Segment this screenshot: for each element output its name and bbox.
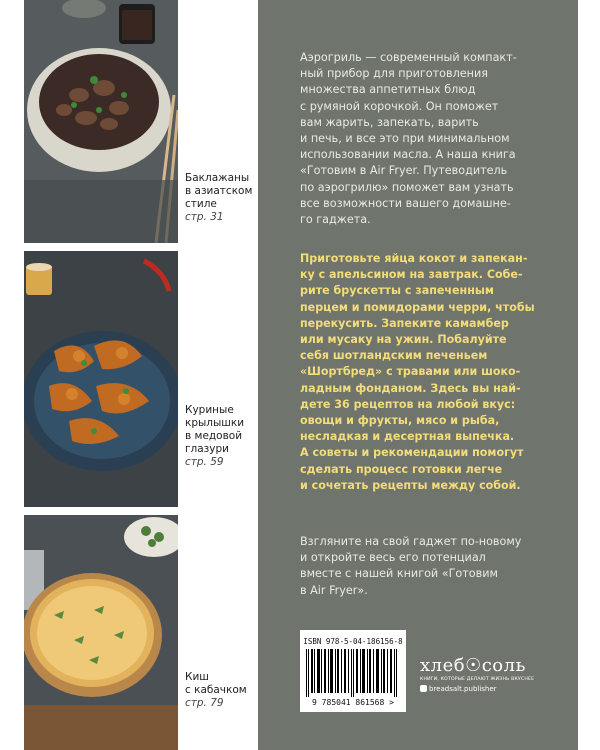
text-line: рите брускетты с запеченным xyxy=(300,284,494,298)
text-line: и откройте весь его потенциал xyxy=(300,551,486,565)
text-line: вместе с нашей книгой «Готовим xyxy=(300,567,498,581)
caption-quiche xyxy=(185,671,257,710)
photo-quiche xyxy=(24,515,178,750)
text-line: ный прибор для приготовления xyxy=(300,67,488,81)
text-line: сделать процесс готовки легче xyxy=(300,462,503,476)
caption-line: Баклажаны xyxy=(185,172,250,184)
text-line: Приготовьте яйца кокот и запекан- xyxy=(300,252,528,265)
highlight-paragraph xyxy=(300,251,556,494)
publisher-social-handle: breadsalt.publisher xyxy=(429,685,497,693)
text-line: ку с апельсином на завтрак. Собе- xyxy=(300,268,523,282)
text-line: или мусаку на ужин. Побалуйте xyxy=(300,333,507,347)
page-reference: стр. 79 xyxy=(185,697,224,709)
text-line: перцем и помидорами черри, чтобы xyxy=(300,300,535,314)
caption-line: Куриные xyxy=(185,404,234,416)
photo-chicken-wings xyxy=(24,251,178,507)
publisher-social xyxy=(420,685,530,693)
text-line: Взгляните на свой гаджет по-новому xyxy=(300,535,522,548)
text-line: «Шортбред» с травами или шоко- xyxy=(300,365,521,379)
publisher-tagline: КНИГИ, КОТОРЫЕ ДЕЛАЮТ ЖИЗНЬ ВКУСНЕЕ xyxy=(420,677,535,682)
publisher-logo xyxy=(420,655,535,693)
caption-line: крылышки xyxy=(185,417,245,429)
text-line: дете 36 рецептов на любой вкус: xyxy=(300,397,516,411)
text-line: овощи и фрукты, мясо и рыба, xyxy=(300,414,500,428)
text-line: А советы и рекомендации помогут xyxy=(300,446,524,460)
text-line: по аэрогрилю» поможет вам узнать xyxy=(300,180,514,194)
caption-line: в медовой xyxy=(185,430,243,442)
text-line: Аэрогриль — современный компакт- xyxy=(300,51,517,64)
text-line: с румяной корочкой. Он поможет xyxy=(300,99,499,113)
text-line: и сочетать рецепты между собой. xyxy=(300,478,521,492)
page-edge xyxy=(578,0,600,750)
caption-eggplant xyxy=(185,172,257,224)
photo-eggplant xyxy=(24,0,178,243)
page-reference: стр. 31 xyxy=(185,211,224,223)
caption-line: с кабачком xyxy=(185,684,247,696)
text-line: вам жарить, запекать, варить xyxy=(300,115,479,129)
text-line: ладным фонданом. Здесь вы най- xyxy=(300,381,521,395)
publisher-name: хлеб☉соль xyxy=(420,655,526,676)
barcode-digits: 9 785041 861568 > xyxy=(312,698,394,707)
caption-chicken-wings xyxy=(185,404,257,469)
caption-line: Киш xyxy=(185,671,209,683)
text-line: все возможности вашего домашне- xyxy=(300,196,511,210)
text-line: перекусить. Запеките камамбер xyxy=(300,316,509,330)
outro-paragraph xyxy=(300,534,556,599)
isbn-text: ISBN 978-5-04-186156-8 xyxy=(303,637,403,646)
caption-line: стиле xyxy=(185,198,217,210)
text-line: множества аппетитных блюд xyxy=(300,83,476,97)
text-line: использовании масла. А наша книга xyxy=(300,148,516,162)
text-line: в Air Fryer». xyxy=(300,583,368,597)
barcode-box xyxy=(300,630,406,712)
text-line: несладкая и десертная выпечка. xyxy=(300,430,515,444)
caption-line: в азиатском xyxy=(185,185,253,197)
caption-line: глазури xyxy=(185,443,229,455)
text-line: себя шотландским печеньем xyxy=(300,349,488,363)
page-reference: стр. 59 xyxy=(185,456,224,468)
intro-paragraph xyxy=(300,50,556,228)
barcode-icon xyxy=(306,649,400,697)
text-line: «Готовим в Air Fryer. Путеводитель xyxy=(300,164,508,178)
text-line: го гаджета. xyxy=(300,213,371,227)
instagram-icon xyxy=(420,685,427,692)
text-line: и печь, и все это при минимальном xyxy=(300,132,510,146)
